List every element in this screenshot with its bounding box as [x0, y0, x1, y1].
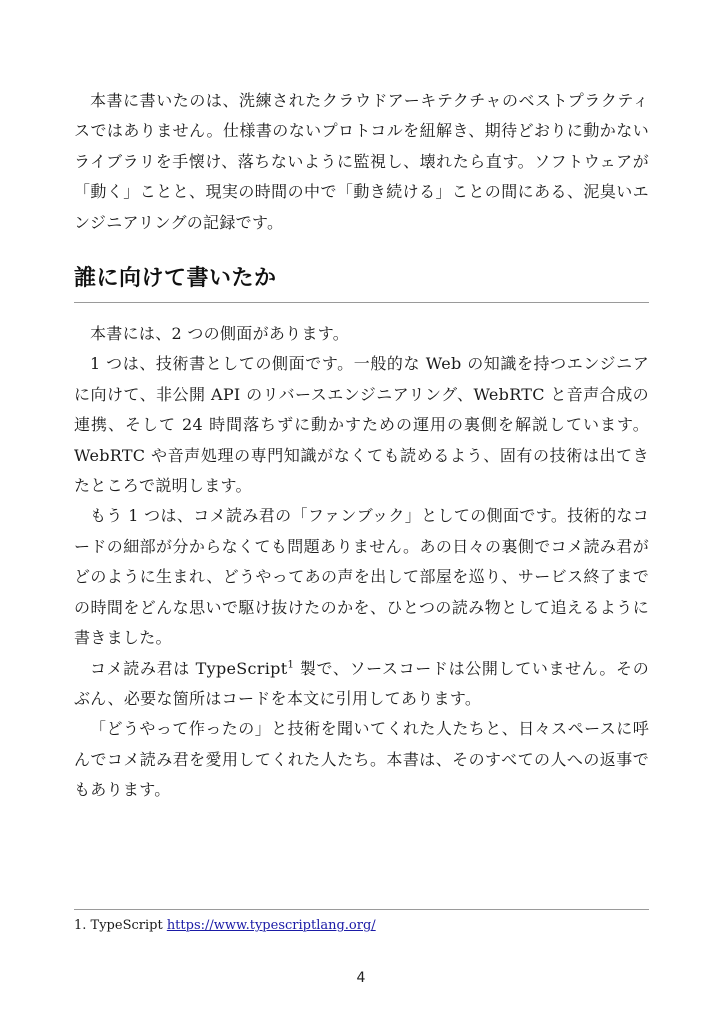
intro-paragraph: 本書に書いたのは、洗練されたクラウドアーキテクチャのベストプラクティスではありません。仕様書のないプロトコルを紐解き、期待どおりに動かないライブラリを手懐け、落ちないように監視し、壊れたら直す。ソフトウェアが「動く」ことと、現実の時間の中で「動き続ける」ことの間にある、泥臭いエンジニアリングの記録です。: [74, 91, 649, 232]
footnote-reference[interactable]: 1: [287, 659, 295, 671]
footnote-link[interactable]: https://www.typescriptlang.org/: [166, 918, 376, 933]
footnote-label: 1. TypeScript: [74, 918, 167, 933]
footnote: [74, 916, 649, 936]
section-body: [74, 319, 649, 806]
typescript-paragraph-start: コメ読み君は TypeScript: [90, 658, 288, 678]
body-paragraph: もう 1 つは、コメ読み君の「ファンブック」としての側面です。技術的なコードの細部が分からなくても問題ありません。あの日々の裏側でコメ読み君がどのように生まれ、どうやってあの声を出して部屋を巡り、サービス終了までの時間をどんな思いで駆け抜けたのかを、ひとつの読み物として追えるように書きました。: [74, 506, 649, 648]
typescript-paragraph-end: 製で、ソースコードは公開していません。そのぶん、必要な箇所はコードを本文に引用してあります。: [74, 658, 650, 708]
typescript-paragraph: [74, 654, 649, 715]
body-paragraph: 本書には、2 つの側面があります。: [90, 324, 350, 344]
footnote-divider: [74, 909, 649, 910]
page-number: 4: [356, 970, 366, 986]
closing-paragraph: 「どうやって作ったの」と技術を聞いてくれた人たちと、日々スペースに呼んでコメ読み君を愛用してくれた人たち。本書は、そのすべての人への返事でもあります。: [74, 719, 649, 800]
page-content: [74, 86, 649, 806]
section-heading: 誰に向けて書いたか: [74, 264, 649, 303]
body-paragraph: 1 つは、技術書としての側面です。一般的な Web の知識を持つエンジニアに向けて、非公開 API のリバースエンジニアリング、WebRTC と音声合成の連携、そして 24 時間落ちずに動かすための運用の裏側を解説しています。WebRTC や音声処理の専門知識がなくても読めるよう、固有の技術は出てきたところで説明します。: [74, 354, 649, 496]
